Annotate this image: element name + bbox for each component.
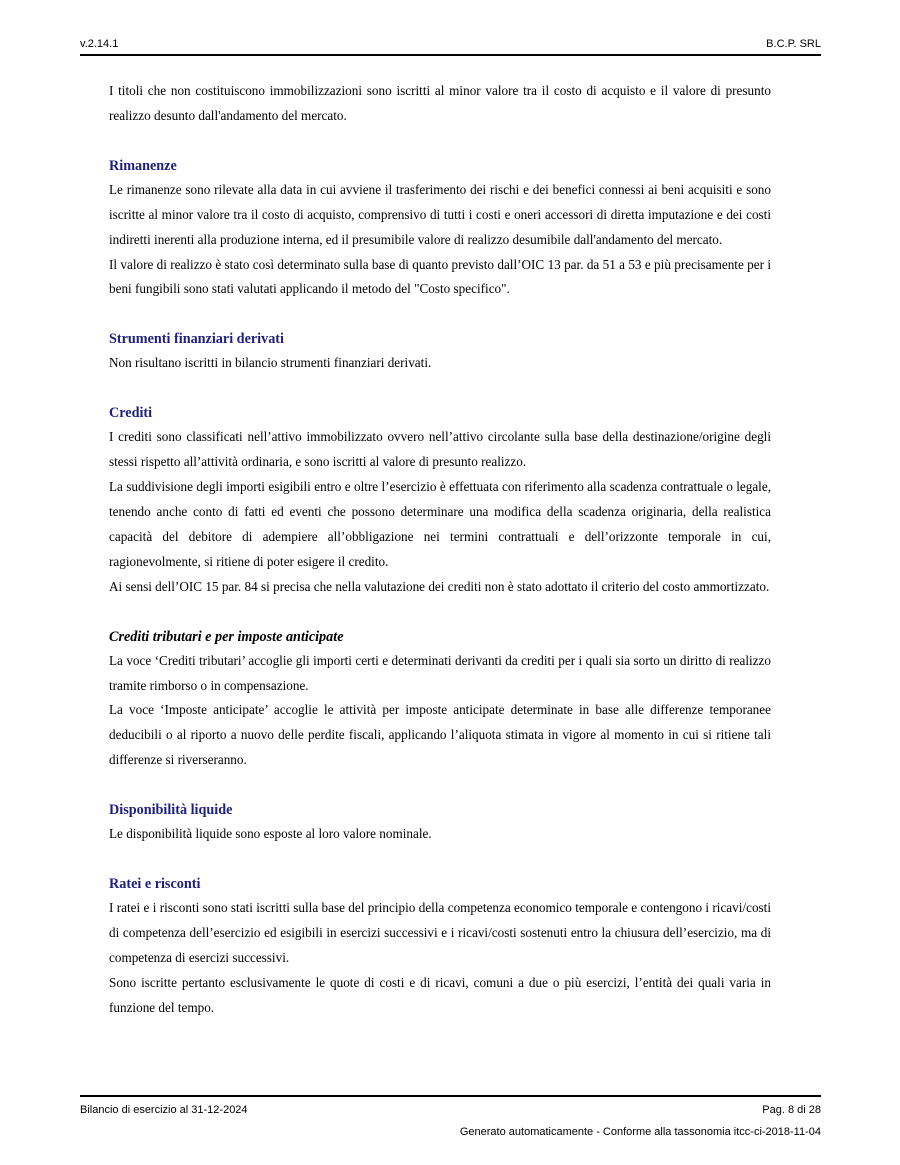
paragraph: Le rimanenze sono rilevate alla data in cui avviene il trasferimento dei rischi e dei benefici connessi ai beni acquisiti e sono iscritte al minor valore tra il costo di acquisto, comprensivo di tutti i costi e oneri accessori di diretta imputazione e dei costi indiretti inerenti alla produzione interna, ed il presumibile valore di realizzo desumibile dall'andamento del mercato. <box>109 181 771 247</box>
document-title: Bilancio di esercizio al 31-12-2024 <box>80 1104 248 1116</box>
paragraph: Ai sensi dell’OIC 15 par. 84 si precisa che nella valutazione dei crediti non è stato adottato il criterio del costo ammortizzato. <box>109 578 770 594</box>
section-heading: Ratei e risconti <box>109 876 201 893</box>
page-header <box>80 38 821 54</box>
section-heading: Disponibilità liquide <box>109 802 233 819</box>
section-crediti-tributari <box>109 625 771 774</box>
paragraph: I titoli che non costituiscono immobilizzazioni sono iscritti al minor valore tra il costo di acquisto e il valore di presunto realizzo desunto dall'andamento del mercato. <box>109 83 771 123</box>
paragraph: La voce ‘Crediti tributari’ accoglie gli importi certi e determinati derivanti da crediti per i quali sia sorto un diritto di realizzo tramite rimborso o in compensazione. <box>109 652 771 693</box>
section-disponibilita-liquide <box>109 798 771 847</box>
footer-divider <box>80 1095 821 1097</box>
section-titoli <box>109 79 771 129</box>
paragraph: Le disponibilità liquide sono esposte al loro valore nominale. <box>109 826 432 842</box>
section-crediti <box>109 401 771 599</box>
section-heading: Crediti <box>109 405 153 422</box>
section-strumenti-derivati <box>109 327 771 376</box>
paragraph: I crediti sono classificati nell’attivo immobilizzato ovvero nell’attivo circolante sulla base della destinazione/origine degli stessi rispetto all’attività ordinaria, e sono iscritti al valore di presunto realizzo. <box>109 429 771 470</box>
company-name: B.C.P. SRL <box>766 38 821 50</box>
page-number: Pag. 8 di 28 <box>762 1104 821 1116</box>
version-label: v.2.14.1 <box>80 38 119 50</box>
paragraph: Sono iscritte pertanto esclusivamente le quote di costi e di ricavi, comuni a due o più esercizi, l’entità dei quali varia in funzione del tempo. <box>109 974 771 1015</box>
header-divider <box>80 54 821 56</box>
paragraph: La suddivisione degli importi esigibili entro e oltre l’esercizio è effettuata con riferimento alla scadenza contrattuale o legale, tenendo anche conto di fatti ed eventi che possono determinare una modifica della scadenza originaria, della realistica capacità del debitore di adempiere all’obbligazione nei termini contrattuali e dell’orizzonte temporale in cui, ragionevolmente, si ritiene di poter esigere il credito. <box>109 479 771 569</box>
section-ratei-risconti <box>109 872 771 1021</box>
section-heading: Crediti tributari e per imposte anticipate <box>109 628 344 645</box>
section-rimanenze <box>109 154 771 303</box>
page-footer <box>80 1104 821 1144</box>
paragraph: I ratei e i risconti sono stati iscritti sulla base del principio della competenza economico temporale e contengono i ricavi/costi di competenza dell’esercizio ed esigibili in esercizi successivi e i ricavi/costi sostenuti entro la chiusura dell’esercizio, ma di competenza di esercizi successivi. <box>109 900 771 965</box>
paragraph: La voce ‘Imposte anticipate’ accoglie le attività per imposte anticipate determinate in base alle differenze temporanee deducibili o al riporto a nuovo delle perdite fiscali, applicando l’aliquota stimata in vigore al momento in cui si ritiene tali differenze si riverseranno. <box>109 702 771 768</box>
section-heading: Strumenti finanziari derivati <box>109 331 284 348</box>
paragraph: Non risultano iscritti in bilancio strumenti finanziari derivati. <box>109 355 432 371</box>
generation-note: Generato automaticamente - Conforme alla tassonomia itcc-ci-2018-11-04 <box>459 1126 821 1138</box>
document-body <box>109 79 771 1021</box>
paragraph: Il valore di realizzo è stato così determinato sulla base di quanto previsto dall’OIC 13 par. da 51 a 53 e più precisamente per i beni fungibili sono stati valutati applicando il metodo del "Costo specifico". <box>109 256 771 297</box>
section-heading: Rimanenze <box>109 157 177 174</box>
